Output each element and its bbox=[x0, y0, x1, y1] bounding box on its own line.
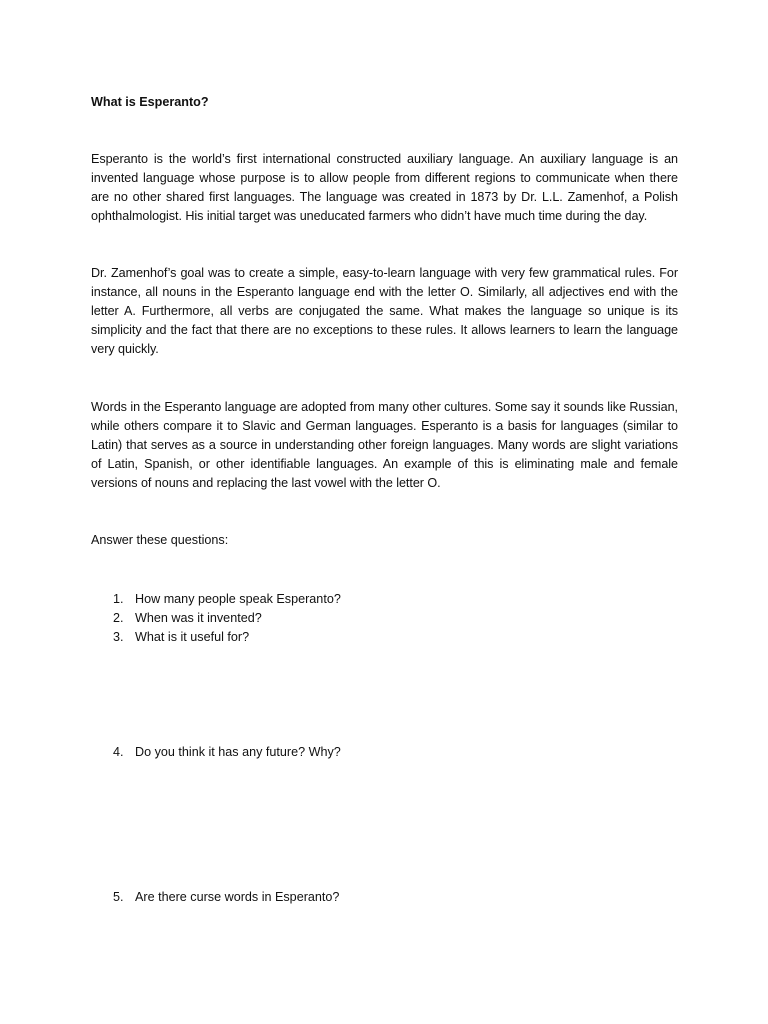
question-text: Do you think it has any future? Why? bbox=[135, 745, 341, 759]
question-text: When was it invented? bbox=[135, 611, 262, 625]
document-title: What is Esperanto? bbox=[91, 95, 209, 109]
question-number: 1. bbox=[113, 592, 124, 606]
questions-prompt: Answer these questions: bbox=[91, 533, 229, 547]
paragraph-introduction: Esperanto is the world’s first international constructed auxiliary language. An auxiliary language is an invented language whose purpose is to allow people from different regions to communicate when there are no other shared first languages. The language was created in 1873 by Dr. L.L. Zamenhof, a Polish ophthalmologist. His initial target was uneducated farmers who didn’t have much time during the day. bbox=[91, 152, 678, 223]
question-number: 5. bbox=[113, 890, 124, 904]
question-text: How many people speak Esperanto? bbox=[135, 592, 341, 606]
paragraph-goal: Dr. Zamenhof’s goal was to create a simple, easy-to-learn language with very few grammatical rules. For instance, all nouns in the Esperanto language end with the letter O. Similarly, all adjectives end with the letter A. Furthermore, all verbs are conjugated the same. What makes the language so unique is its simplicity and the fact that there are no exceptions to these rules. It allows learners to learn the language very quickly. bbox=[91, 266, 678, 356]
question-number: 3. bbox=[113, 630, 124, 644]
question-text: What is it useful for? bbox=[135, 630, 250, 644]
question-number: 2. bbox=[113, 611, 124, 625]
paragraph-vocabulary: Words in the Esperanto language are adopted from many other cultures. Some say it sounds like Russian, while others compare it to Slavic and German languages. Esperanto is a basis for languages (similar to Latin) that serves as a source in understanding other foreign languages. Many words are slight variations of Latin, Spanish, or other identifiable languages. An example of this is eliminating male and female versions of nouns and replacing the last vowel with the letter O. bbox=[91, 400, 678, 490]
question-text: Are there curse words in Esperanto? bbox=[135, 890, 340, 904]
question-number: 4. bbox=[113, 745, 124, 759]
